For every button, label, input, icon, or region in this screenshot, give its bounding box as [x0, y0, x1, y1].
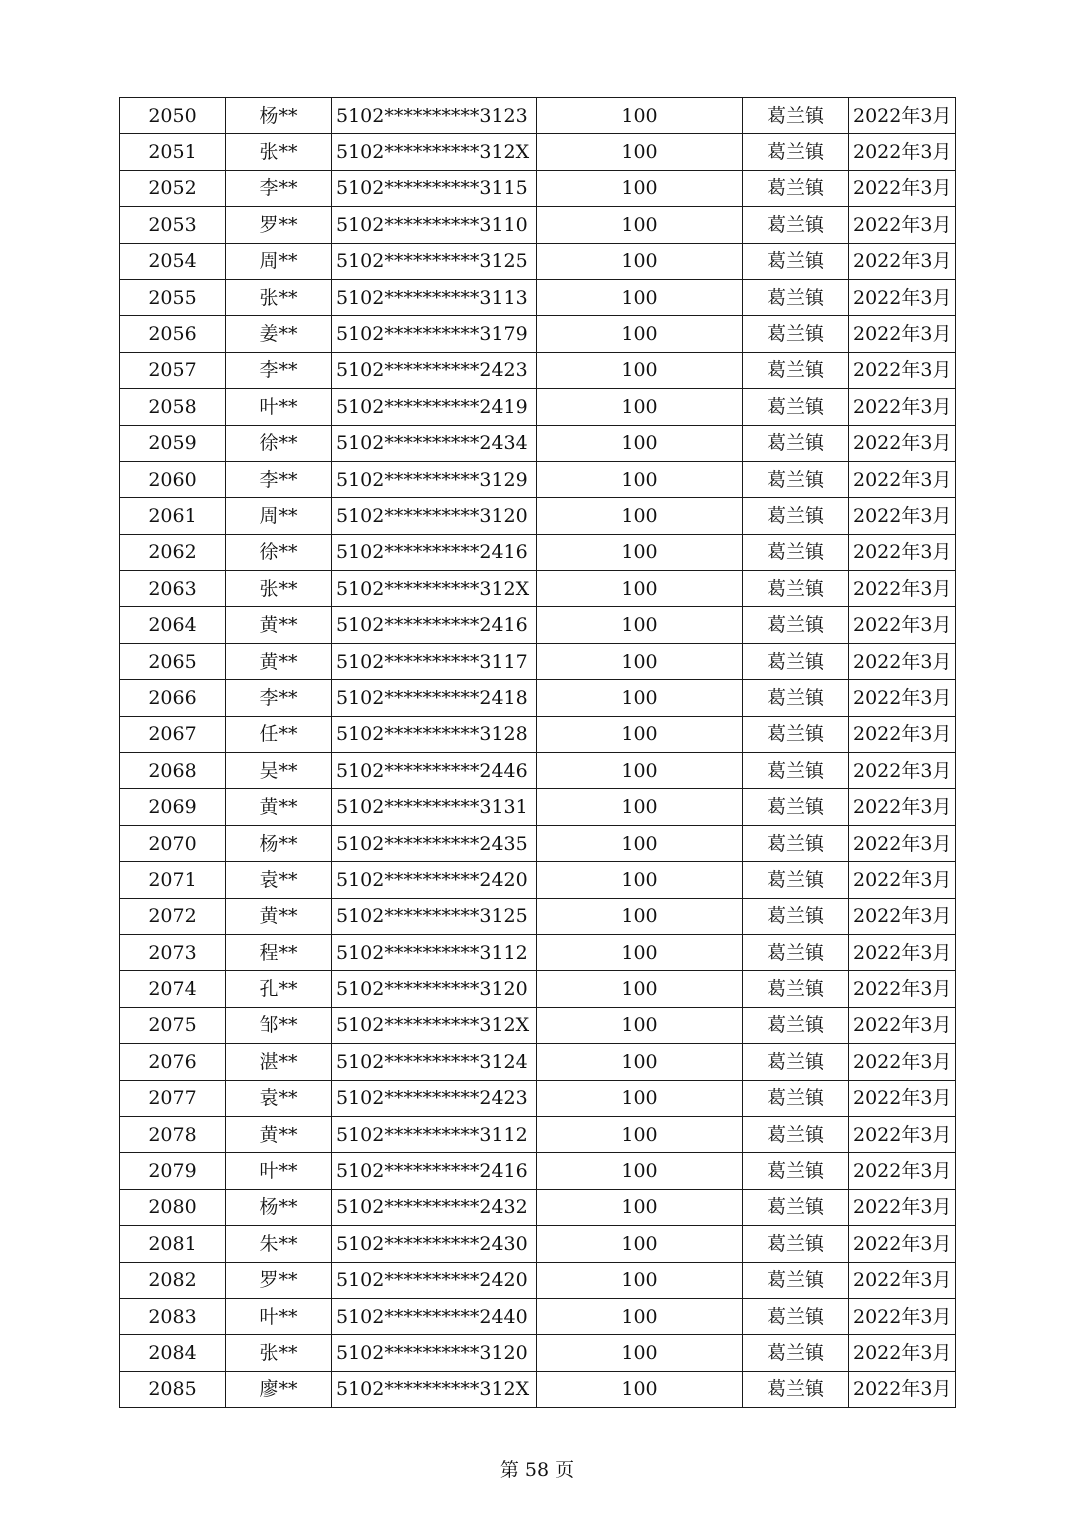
- town-cell: 葛兰镇: [743, 571, 849, 607]
- town-cell: 葛兰镇: [743, 716, 849, 752]
- town-cell: 葛兰镇: [743, 1189, 849, 1225]
- serial-number-cell: 2069: [120, 789, 226, 825]
- name-cell: 周**: [226, 243, 332, 279]
- serial-number-cell: 2070: [120, 825, 226, 861]
- name-cell: 袁**: [226, 862, 332, 898]
- town-cell: 葛兰镇: [743, 898, 849, 934]
- serial-number-cell: 2067: [120, 716, 226, 752]
- serial-number-cell: 2080: [120, 1189, 226, 1225]
- name-cell: 张**: [226, 1335, 332, 1371]
- id-number-cell: 5102**********3113: [332, 279, 537, 315]
- town-cell: 葛兰镇: [743, 98, 849, 134]
- town-cell: 葛兰镇: [743, 389, 849, 425]
- table-row: [120, 898, 956, 934]
- serial-number-cell: 2084: [120, 1335, 226, 1371]
- id-number-cell: 5102**********3124: [332, 1044, 537, 1080]
- table-row: [120, 1007, 956, 1043]
- amount-cell: 100: [537, 352, 743, 388]
- name-cell: 黄**: [226, 898, 332, 934]
- name-cell: 罗**: [226, 1262, 332, 1298]
- table-row: [120, 207, 956, 243]
- table-row: [120, 1116, 956, 1152]
- id-number-cell: 5102**********312X: [332, 1371, 537, 1407]
- id-number-cell: 5102**********2420: [332, 862, 537, 898]
- name-cell: 黄**: [226, 607, 332, 643]
- town-cell: 葛兰镇: [743, 643, 849, 679]
- id-number-cell: 5102**********3125: [332, 898, 537, 934]
- id-number-cell: 5102**********3131: [332, 789, 537, 825]
- serial-number-cell: 2053: [120, 207, 226, 243]
- serial-number-cell: 2058: [120, 389, 226, 425]
- id-number-cell: 5102**********3110: [332, 207, 537, 243]
- date-cell: 2022年3月: [849, 243, 956, 279]
- serial-number-cell: 2066: [120, 680, 226, 716]
- id-number-cell: 5102**********2419: [332, 389, 537, 425]
- table-body: [120, 98, 956, 1408]
- date-cell: 2022年3月: [849, 1189, 956, 1225]
- town-cell: 葛兰镇: [743, 170, 849, 206]
- name-cell: 李**: [226, 352, 332, 388]
- table-row: [120, 607, 956, 643]
- name-cell: 李**: [226, 170, 332, 206]
- town-cell: 葛兰镇: [743, 1262, 849, 1298]
- table-row: [120, 316, 956, 352]
- town-cell: 葛兰镇: [743, 607, 849, 643]
- name-cell: 程**: [226, 934, 332, 970]
- date-cell: 2022年3月: [849, 643, 956, 679]
- town-cell: 葛兰镇: [743, 753, 849, 789]
- table-row: [120, 352, 956, 388]
- name-cell: 李**: [226, 680, 332, 716]
- town-cell: 葛兰镇: [743, 425, 849, 461]
- id-number-cell: 5102**********3125: [332, 243, 537, 279]
- id-number-cell: 5102**********2423: [332, 352, 537, 388]
- serial-number-cell: 2057: [120, 352, 226, 388]
- serial-number-cell: 2081: [120, 1226, 226, 1262]
- date-cell: 2022年3月: [849, 461, 956, 497]
- name-cell: 任**: [226, 716, 332, 752]
- serial-number-cell: 2082: [120, 1262, 226, 1298]
- serial-number-cell: 2055: [120, 279, 226, 315]
- id-number-cell: 5102**********3120: [332, 971, 537, 1007]
- date-cell: 2022年3月: [849, 571, 956, 607]
- date-cell: 2022年3月: [849, 753, 956, 789]
- table-row: [120, 789, 956, 825]
- date-cell: 2022年3月: [849, 934, 956, 970]
- town-cell: 葛兰镇: [743, 1116, 849, 1152]
- date-cell: 2022年3月: [849, 207, 956, 243]
- amount-cell: 100: [537, 716, 743, 752]
- id-number-cell: 5102**********3128: [332, 716, 537, 752]
- name-cell: 黄**: [226, 789, 332, 825]
- amount-cell: 100: [537, 1262, 743, 1298]
- amount-cell: 100: [537, 1371, 743, 1407]
- date-cell: 2022年3月: [849, 1262, 956, 1298]
- amount-cell: 100: [537, 98, 743, 134]
- serial-number-cell: 2056: [120, 316, 226, 352]
- name-cell: 袁**: [226, 1080, 332, 1116]
- amount-cell: 100: [537, 534, 743, 570]
- date-cell: 2022年3月: [849, 1226, 956, 1262]
- amount-cell: 100: [537, 789, 743, 825]
- table-row: [120, 1262, 956, 1298]
- amount-cell: 100: [537, 862, 743, 898]
- date-cell: 2022年3月: [849, 1153, 956, 1189]
- date-cell: 2022年3月: [849, 389, 956, 425]
- date-cell: 2022年3月: [849, 98, 956, 134]
- amount-cell: 100: [537, 1226, 743, 1262]
- table-row: [120, 1044, 956, 1080]
- date-cell: 2022年3月: [849, 134, 956, 170]
- town-cell: 葛兰镇: [743, 134, 849, 170]
- table-row: [120, 1226, 956, 1262]
- town-cell: 葛兰镇: [743, 316, 849, 352]
- table-row: [120, 825, 956, 861]
- table-row: [120, 134, 956, 170]
- table-row: [120, 243, 956, 279]
- date-cell: 2022年3月: [849, 1116, 956, 1152]
- town-cell: 葛兰镇: [743, 1335, 849, 1371]
- town-cell: 葛兰镇: [743, 825, 849, 861]
- id-number-cell: 5102**********312X: [332, 134, 537, 170]
- id-number-cell: 5102**********3117: [332, 643, 537, 679]
- town-cell: 葛兰镇: [743, 534, 849, 570]
- name-cell: 黄**: [226, 643, 332, 679]
- name-cell: 叶**: [226, 1298, 332, 1334]
- town-cell: 葛兰镇: [743, 1371, 849, 1407]
- amount-cell: 100: [537, 571, 743, 607]
- id-number-cell: 5102**********2418: [332, 680, 537, 716]
- date-cell: 2022年3月: [849, 1044, 956, 1080]
- table-row: [120, 170, 956, 206]
- name-cell: 黄**: [226, 1116, 332, 1152]
- serial-number-cell: 2074: [120, 971, 226, 1007]
- town-cell: 葛兰镇: [743, 1153, 849, 1189]
- amount-cell: 100: [537, 170, 743, 206]
- table-row: [120, 862, 956, 898]
- amount-cell: 100: [537, 934, 743, 970]
- town-cell: 葛兰镇: [743, 1226, 849, 1262]
- date-cell: 2022年3月: [849, 1080, 956, 1116]
- name-cell: 叶**: [226, 1153, 332, 1189]
- name-cell: 杨**: [226, 825, 332, 861]
- name-cell: 罗**: [226, 207, 332, 243]
- table-row: [120, 279, 956, 315]
- table-row: [120, 753, 956, 789]
- table-row: [120, 934, 956, 970]
- amount-cell: 100: [537, 1007, 743, 1043]
- amount-cell: 100: [537, 1335, 743, 1371]
- date-cell: 2022年3月: [849, 534, 956, 570]
- amount-cell: 100: [537, 898, 743, 934]
- town-cell: 葛兰镇: [743, 279, 849, 315]
- serial-number-cell: 2075: [120, 1007, 226, 1043]
- town-cell: 葛兰镇: [743, 461, 849, 497]
- town-cell: 葛兰镇: [743, 789, 849, 825]
- serial-number-cell: 2079: [120, 1153, 226, 1189]
- page-number: 第 58 页: [499, 1459, 575, 1481]
- amount-cell: 100: [537, 753, 743, 789]
- amount-cell: 100: [537, 1153, 743, 1189]
- serial-number-cell: 2085: [120, 1371, 226, 1407]
- name-cell: 徐**: [226, 534, 332, 570]
- date-cell: 2022年3月: [849, 425, 956, 461]
- id-number-cell: 5102**********2434: [332, 425, 537, 461]
- serial-number-cell: 2060: [120, 461, 226, 497]
- serial-number-cell: 2050: [120, 98, 226, 134]
- amount-cell: 100: [537, 971, 743, 1007]
- subsidy-register-table: [119, 97, 956, 1408]
- table-row: [120, 1335, 956, 1371]
- date-cell: 2022年3月: [849, 680, 956, 716]
- serial-number-cell: 2076: [120, 1044, 226, 1080]
- town-cell: 葛兰镇: [743, 1298, 849, 1334]
- amount-cell: 100: [537, 243, 743, 279]
- id-number-cell: 5102**********2435: [332, 825, 537, 861]
- table-row: [120, 716, 956, 752]
- amount-cell: 100: [537, 680, 743, 716]
- table-row: [120, 425, 956, 461]
- date-cell: 2022年3月: [849, 716, 956, 752]
- id-number-cell: 5102**********3120: [332, 498, 537, 534]
- date-cell: 2022年3月: [849, 352, 956, 388]
- date-cell: 2022年3月: [849, 1007, 956, 1043]
- date-cell: 2022年3月: [849, 898, 956, 934]
- id-number-cell: 5102**********3112: [332, 1116, 537, 1152]
- name-cell: 邹**: [226, 1007, 332, 1043]
- serial-number-cell: 2052: [120, 170, 226, 206]
- amount-cell: 100: [537, 1189, 743, 1225]
- name-cell: 姜**: [226, 316, 332, 352]
- serial-number-cell: 2068: [120, 753, 226, 789]
- town-cell: 葛兰镇: [743, 680, 849, 716]
- amount-cell: 100: [537, 607, 743, 643]
- serial-number-cell: 2083: [120, 1298, 226, 1334]
- id-number-cell: 5102**********3179: [332, 316, 537, 352]
- serial-number-cell: 2078: [120, 1116, 226, 1152]
- name-cell: 叶**: [226, 389, 332, 425]
- amount-cell: 100: [537, 1116, 743, 1152]
- table-row: [120, 571, 956, 607]
- name-cell: 李**: [226, 461, 332, 497]
- table-row: [120, 461, 956, 497]
- table-row: [120, 389, 956, 425]
- amount-cell: 100: [537, 425, 743, 461]
- date-cell: 2022年3月: [849, 279, 956, 315]
- town-cell: 葛兰镇: [743, 971, 849, 1007]
- id-number-cell: 5102**********2416: [332, 607, 537, 643]
- town-cell: 葛兰镇: [743, 243, 849, 279]
- date-cell: 2022年3月: [849, 498, 956, 534]
- name-cell: 杨**: [226, 98, 332, 134]
- date-cell: 2022年3月: [849, 1371, 956, 1407]
- table-row: [120, 643, 956, 679]
- date-cell: 2022年3月: [849, 789, 956, 825]
- date-cell: 2022年3月: [849, 862, 956, 898]
- town-cell: 葛兰镇: [743, 498, 849, 534]
- name-cell: 吴**: [226, 753, 332, 789]
- town-cell: 葛兰镇: [743, 1044, 849, 1080]
- amount-cell: 100: [537, 498, 743, 534]
- amount-cell: 100: [537, 207, 743, 243]
- date-cell: 2022年3月: [849, 1335, 956, 1371]
- amount-cell: 100: [537, 1298, 743, 1334]
- town-cell: 葛兰镇: [743, 352, 849, 388]
- id-number-cell: 5102**********2420: [332, 1262, 537, 1298]
- table-row: [120, 1298, 956, 1334]
- serial-number-cell: 2064: [120, 607, 226, 643]
- id-number-cell: 5102**********3115: [332, 170, 537, 206]
- date-cell: 2022年3月: [849, 607, 956, 643]
- name-cell: 朱**: [226, 1226, 332, 1262]
- town-cell: 葛兰镇: [743, 862, 849, 898]
- name-cell: 杨**: [226, 1189, 332, 1225]
- table-row: [120, 1080, 956, 1116]
- table-row: [120, 1371, 956, 1407]
- amount-cell: 100: [537, 389, 743, 425]
- id-number-cell: 5102**********2430: [332, 1226, 537, 1262]
- town-cell: 葛兰镇: [743, 1007, 849, 1043]
- table-row: [120, 98, 956, 134]
- serial-number-cell: 2051: [120, 134, 226, 170]
- serial-number-cell: 2061: [120, 498, 226, 534]
- id-number-cell: 5102**********2446: [332, 753, 537, 789]
- id-number-cell: 5102**********312X: [332, 1007, 537, 1043]
- name-cell: 孔**: [226, 971, 332, 1007]
- table-row: [120, 680, 956, 716]
- serial-number-cell: 2059: [120, 425, 226, 461]
- serial-number-cell: 2065: [120, 643, 226, 679]
- date-cell: 2022年3月: [849, 1298, 956, 1334]
- town-cell: 葛兰镇: [743, 1080, 849, 1116]
- table-row: [120, 1189, 956, 1225]
- table-row: [120, 1153, 956, 1189]
- town-cell: 葛兰镇: [743, 934, 849, 970]
- amount-cell: 100: [537, 1080, 743, 1116]
- amount-cell: 100: [537, 134, 743, 170]
- name-cell: 张**: [226, 571, 332, 607]
- amount-cell: 100: [537, 643, 743, 679]
- id-number-cell: 5102**********312X: [332, 571, 537, 607]
- id-number-cell: 5102**********3129: [332, 461, 537, 497]
- date-cell: 2022年3月: [849, 825, 956, 861]
- table-row: [120, 534, 956, 570]
- amount-cell: 100: [537, 279, 743, 315]
- id-number-cell: 5102**********3123: [332, 98, 537, 134]
- amount-cell: 100: [537, 825, 743, 861]
- amount-cell: 100: [537, 316, 743, 352]
- serial-number-cell: 2072: [120, 898, 226, 934]
- date-cell: 2022年3月: [849, 971, 956, 1007]
- serial-number-cell: 2063: [120, 571, 226, 607]
- serial-number-cell: 2054: [120, 243, 226, 279]
- id-number-cell: 5102**********2432: [332, 1189, 537, 1225]
- id-number-cell: 5102**********3120: [332, 1335, 537, 1371]
- name-cell: 廖**: [226, 1371, 332, 1407]
- name-cell: 徐**: [226, 425, 332, 461]
- id-number-cell: 5102**********3112: [332, 934, 537, 970]
- serial-number-cell: 2062: [120, 534, 226, 570]
- serial-number-cell: 2071: [120, 862, 226, 898]
- name-cell: 张**: [226, 134, 332, 170]
- name-cell: 湛**: [226, 1044, 332, 1080]
- id-number-cell: 5102**********2416: [332, 534, 537, 570]
- serial-number-cell: 2077: [120, 1080, 226, 1116]
- serial-number-cell: 2073: [120, 934, 226, 970]
- date-cell: 2022年3月: [849, 170, 956, 206]
- id-number-cell: 5102**********2416: [332, 1153, 537, 1189]
- town-cell: 葛兰镇: [743, 207, 849, 243]
- amount-cell: 100: [537, 461, 743, 497]
- name-cell: 张**: [226, 279, 332, 315]
- id-number-cell: 5102**********2440: [332, 1298, 537, 1334]
- table-row: [120, 971, 956, 1007]
- id-number-cell: 5102**********2423: [332, 1080, 537, 1116]
- table-row: [120, 498, 956, 534]
- amount-cell: 100: [537, 1044, 743, 1080]
- name-cell: 周**: [226, 498, 332, 534]
- date-cell: 2022年3月: [849, 316, 956, 352]
